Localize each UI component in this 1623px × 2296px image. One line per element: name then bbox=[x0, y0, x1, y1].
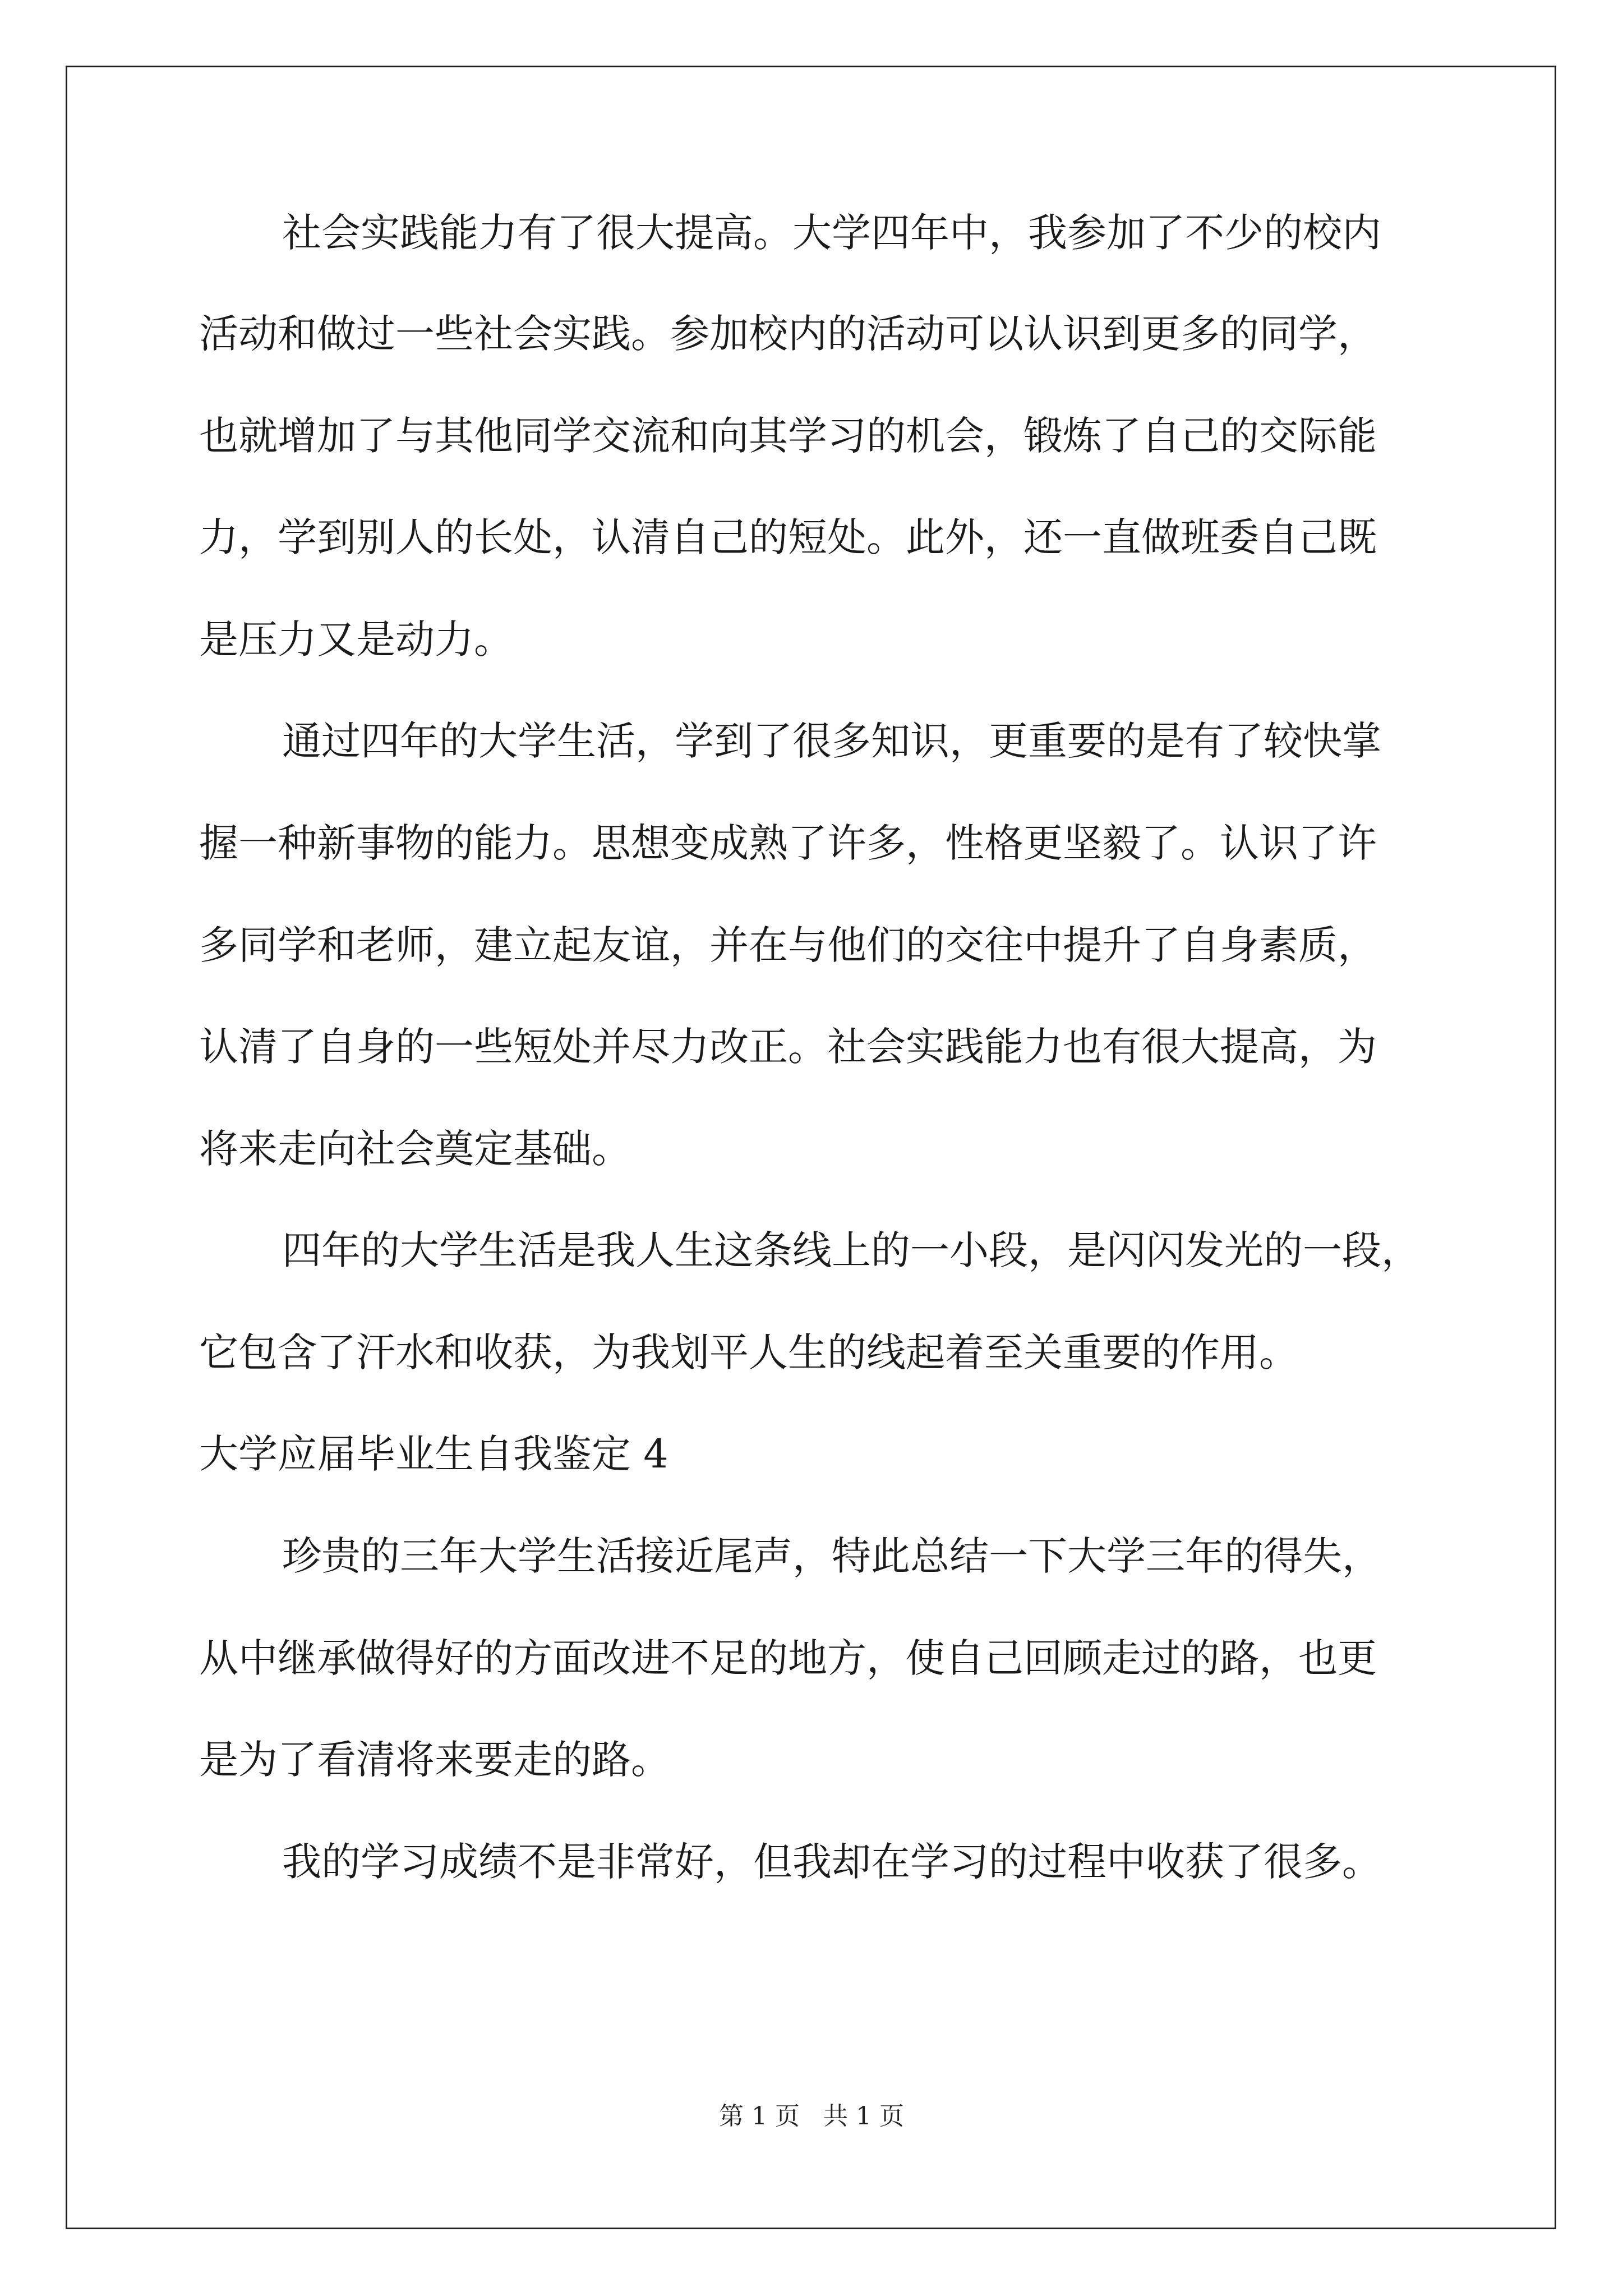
text-line: 四年的大学生活是我人生这条线上的一小段，是闪闪发光的一段， bbox=[282, 1227, 1421, 1273]
text-line: 活动和做过一些社会实践。参加校内的活动可以认识到更多的同学， bbox=[199, 311, 1377, 357]
page-footer: 第 1 页 共 1 页 bbox=[719, 2102, 904, 2131]
text-line: 社会实践能力有了很大提高。大学四年中，我参加了不少的校内 bbox=[282, 210, 1381, 256]
section-heading: 大学应届毕业生自我鉴定 4 bbox=[199, 1431, 668, 1477]
text-line: 是为了看清将来要走的路。 bbox=[199, 1737, 670, 1783]
text-line: 认清了自身的一些短处并尽力改正。社会实践能力也有很大提高，为 bbox=[199, 1024, 1377, 1070]
text-line: 我的学习成绩不是非常好，但我却在学习的过程中收获了很多。 bbox=[282, 1839, 1381, 1885]
text-line: 是压力又是动力。 bbox=[199, 616, 513, 662]
text-line: 它包含了汗水和收获，为我划平人生的线起着至关重要的作用。 bbox=[199, 1329, 1298, 1375]
text-line: 也就增加了与其他同学交流和向其学习的机会，锻炼了自己的交际能 bbox=[199, 413, 1377, 459]
text-line: 珍贵的三年大学生活接近尾声，特此总结一下大学三年的得失， bbox=[282, 1533, 1381, 1579]
text-line: 从中继承做得好的方面改进不足的地方，使自己回顾走过的路，也更 bbox=[199, 1635, 1377, 1681]
text-line: 力，学到别人的长处，认清自己的短处。此外，还一直做班委自己既 bbox=[199, 514, 1377, 560]
text-line: 握一种新事物的能力。思想变成熟了许多，性格更坚毅了。认识了许 bbox=[199, 820, 1377, 866]
text-line: 通过四年的大学生活，学到了很多知识，更重要的是有了较快掌 bbox=[282, 718, 1381, 764]
text-line: 多同学和老师，建立起友谊，并在与他们的交往中提升了自身素质， bbox=[199, 922, 1377, 968]
text-line: 将来走向社会奠定基础。 bbox=[199, 1126, 631, 1172]
